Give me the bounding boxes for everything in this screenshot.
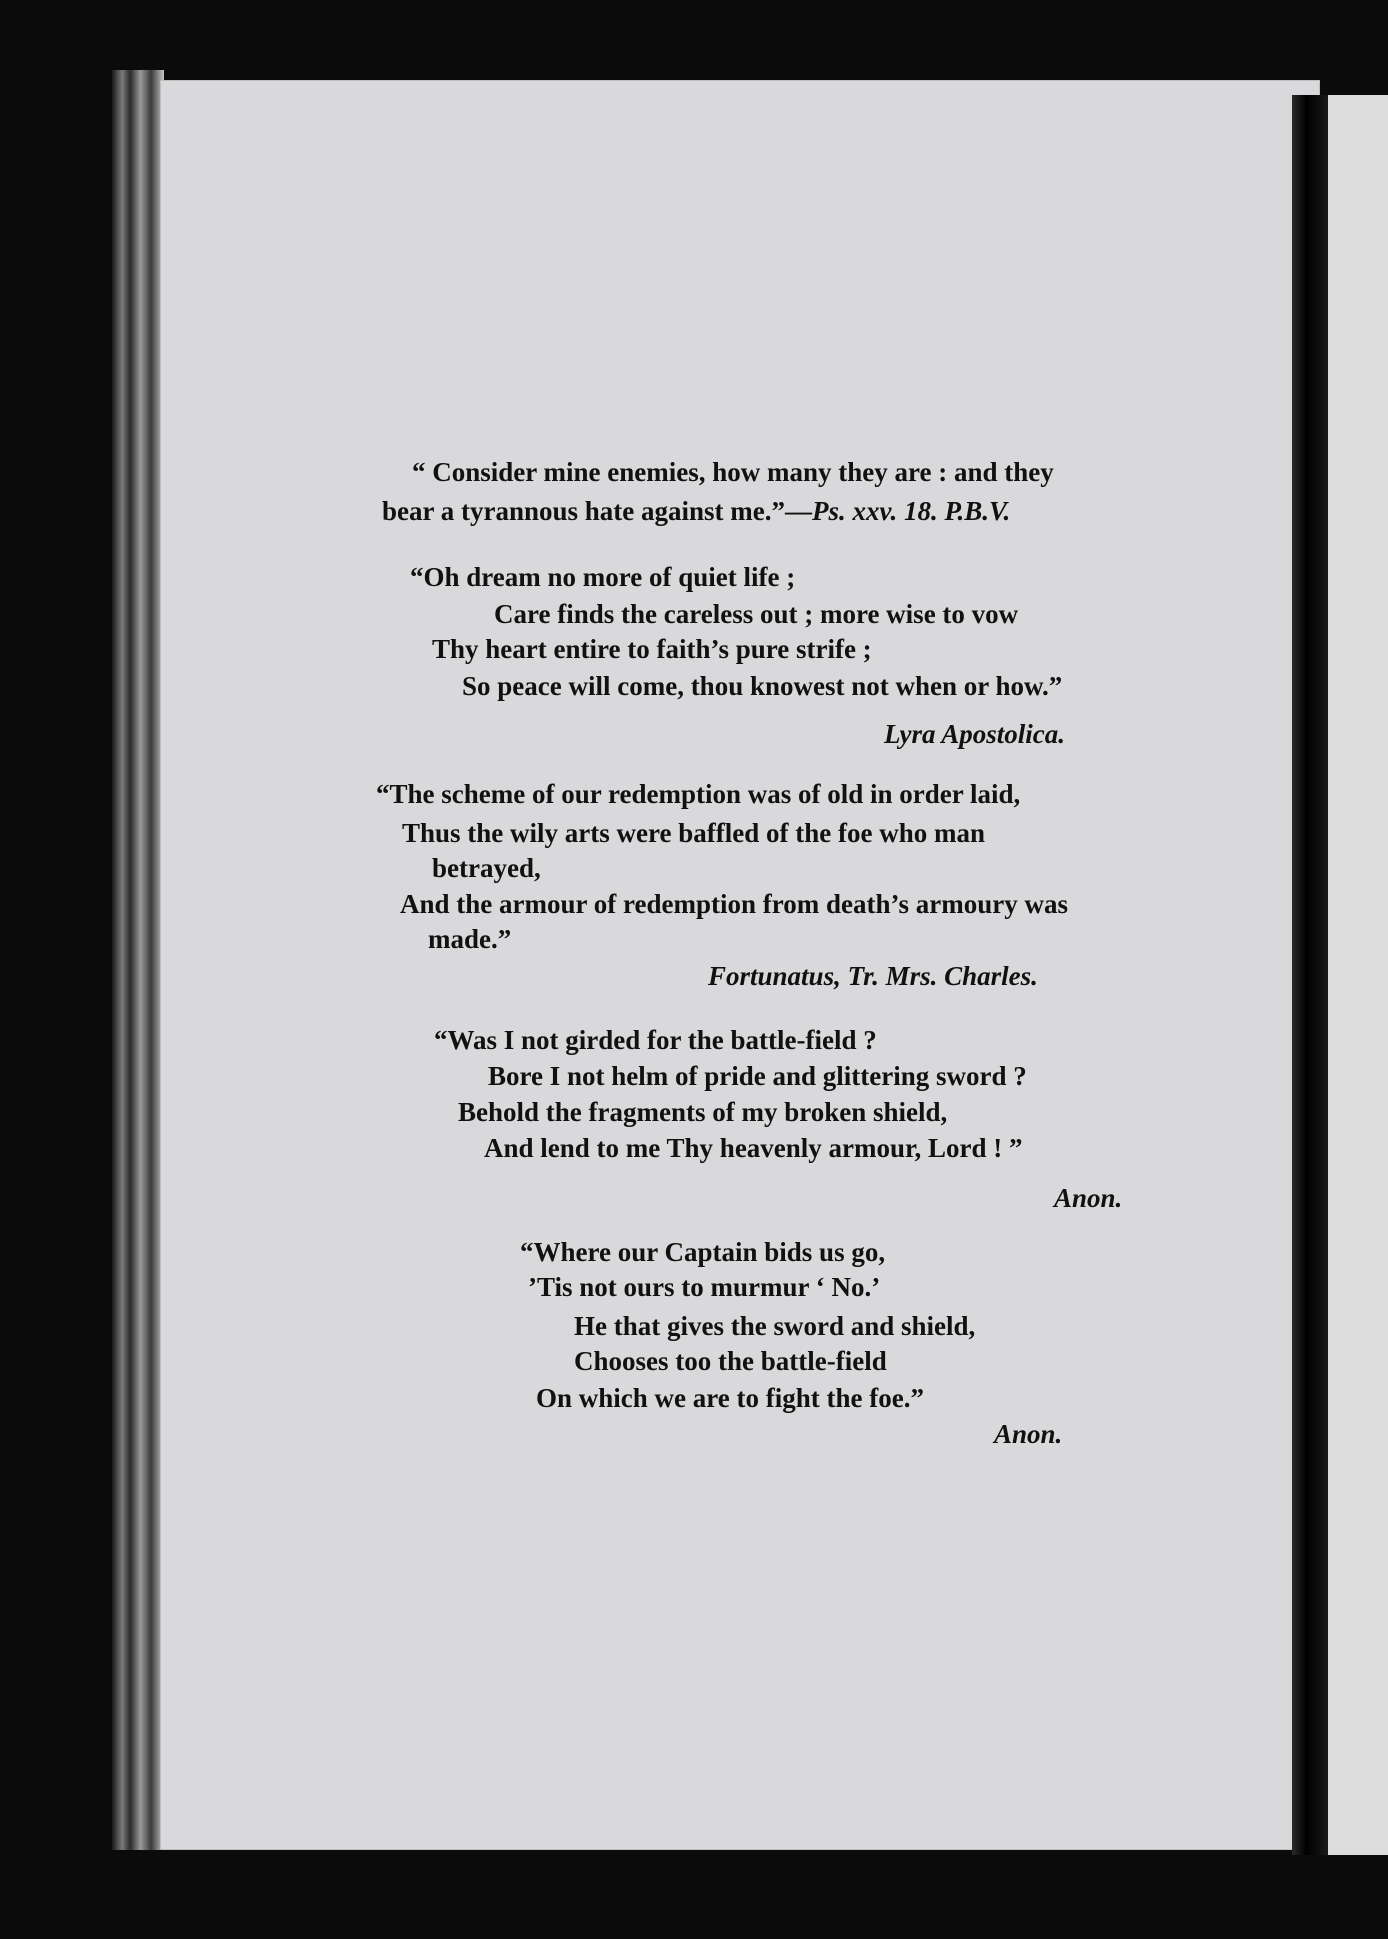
quote-3-attribution: Fortunatus, Tr. Mrs. Charles.	[708, 961, 1038, 991]
quote-4-line-1: “Was I not girded for the battle-field ?	[434, 1025, 877, 1055]
quote-5-line-3: He that gives the sword and shield,	[574, 1311, 976, 1341]
quote-4-line-3: Behold the fragments of my broken shield,	[458, 1097, 948, 1127]
quote-2-line-2: Care finds the careless out ; more wise to vow	[494, 599, 1019, 629]
quote-5-attribution: Anon.	[994, 1419, 1063, 1449]
quote-5-line-4: Chooses too the battle-field	[574, 1346, 887, 1376]
quote-2-line-1: “Oh dream no more of quiet life ;	[410, 562, 796, 592]
quote-4-attribution: Anon.	[1054, 1183, 1123, 1213]
quote-1-citation: Ps. xxv. 18. P.B.V.	[812, 496, 1011, 526]
quote-2-attribution: Lyra Apostolica.	[884, 719, 1065, 749]
quote-3-line-3: betrayed,	[432, 853, 541, 883]
quote-4-line-4: And lend to me Thy heavenly armour, Lord ! ”	[484, 1133, 1023, 1163]
quote-1-line-2-text: bear a tyrannous hate against me.”—	[382, 496, 813, 526]
quote-3-line-1: “The scheme of our redemption was of old in order laid,	[376, 779, 1021, 809]
quote-3-line-4: And the armour of redemption from death’s armoury was	[400, 889, 1068, 919]
quote-4-line-2: Bore I not helm of pride and glittering sword ?	[488, 1061, 1027, 1091]
quote-1-line-2	[382, 495, 1010, 527]
quote-1-line-1: “ Consider mine enemies, how many they are : and they	[412, 457, 1054, 487]
quote-2-line-3: Thy heart entire to faith’s pure strife ;	[432, 634, 872, 664]
quote-5-line-2: ’Tis not ours to murmur ‘ No.’	[528, 1272, 881, 1302]
quote-3-line-2: Thus the wily arts were baffled of the foe who man	[402, 818, 985, 848]
quote-2-line-4: So peace will come, thou knowest not when or how.”	[462, 671, 1063, 701]
quote-5-line-5: On which we are to fight the foe.”	[536, 1383, 924, 1413]
quote-5-line-1: “Where our Captain bids us go,	[520, 1237, 886, 1267]
quote-3-line-5: made.”	[428, 924, 512, 954]
